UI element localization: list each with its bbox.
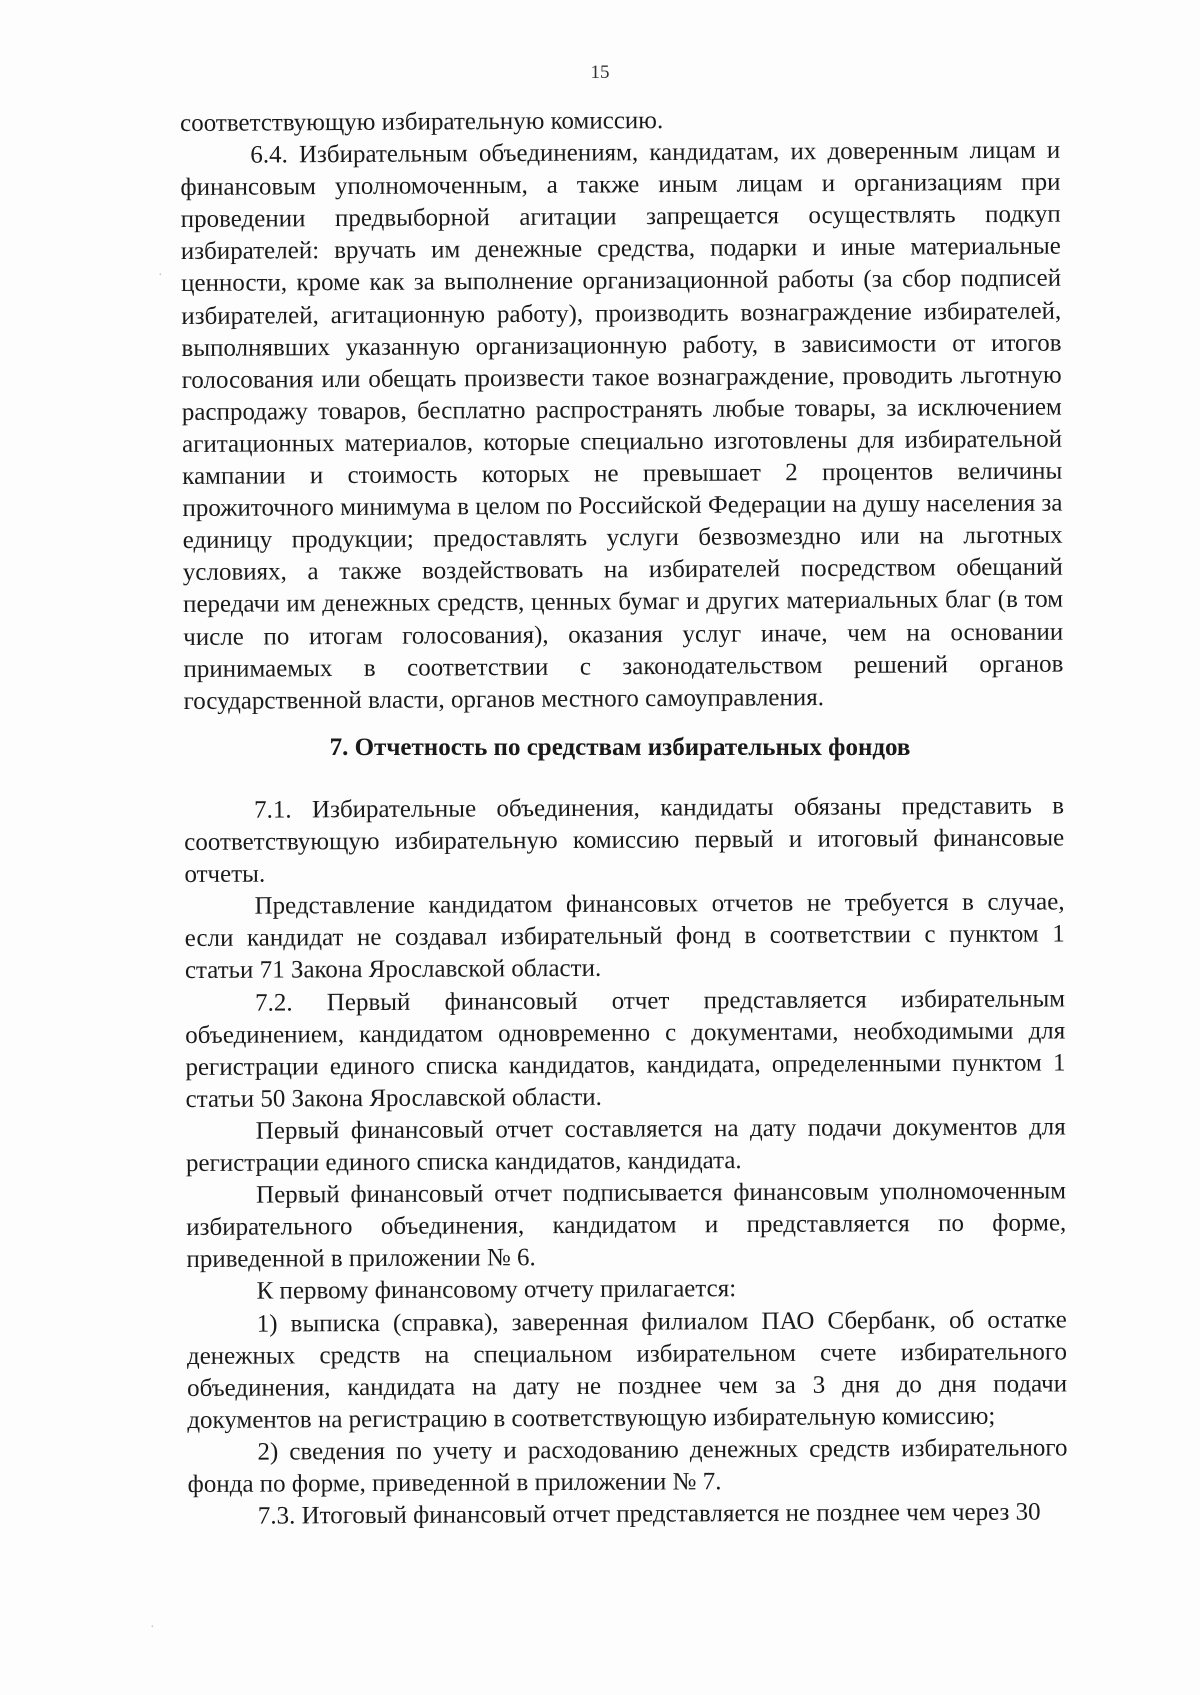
page-number: 15 bbox=[590, 62, 610, 83]
paragraph-7-2-signature: Первый финансовый отчет подписывается финансовым уполномоченным избирательного объединения, кандидатом и представляется по форме, приведенной в приложении № 6. bbox=[186, 1177, 1067, 1274]
opening-line: соответствующую избирательную комиссию. bbox=[180, 107, 664, 137]
attachment-item-1: 1) выписка (справка), заверенная филиалом ПАО Сбербанк, об остатке денежных средств на специальном избирательном счете избирательного объединения, кандидата на дату не позднее чем за 3 дня до дня подачи документов на регистрацию в соответствующую избирательную комиссию; bbox=[186, 1305, 1068, 1434]
section-7-heading: 7. Отчетность по средствам избирательных фондов bbox=[329, 734, 911, 761]
scan-mark: · bbox=[150, 1620, 155, 1635]
attachment-item-2: 2) сведения по учету и расходованию денежных средств избирательного фонда по форме, приведенной в приложении № 7. bbox=[187, 1434, 1068, 1498]
paragraph-7-1-note: Представление кандидатом финансовых отчетов не требуется в случае, если кандидат не создавал избирательный фонд в соответствии с пунктом 1 статьи 71 Закона Ярославской области. bbox=[184, 888, 1065, 985]
paragraph-7-3: 7.3. Итоговый финансовый отчет представляется не позднее чем через 30 bbox=[257, 1498, 1041, 1530]
paragraph-7-2: 7.2. Первый финансовый отчет представляется избирательным объединением, кандидатом одновременно с документами, необходимыми для регистрации единого списка кандидатов, кандидата, определенными пунктом 1 статьи 50 Закона Ярославской области. bbox=[185, 984, 1066, 1113]
paragraph-6-4: 6.4. Избирательным объединениям, кандидатам, их доверенным лицам и финансовым уполномоченным, а также иным лицам и организациям при проведении предвыборной агитации запрещается осуществлять подкуп избирателей: вручать им денежные средства, подарки и иные материальные ценности, кроме как за выполнение организационной работы (за сбор подписей избирателей, агитационную работу), производить вознаграждение избирателей, выполнявших указанную организационную работу, в зависимости от итогов голосования или обещать произвести такое вознаграждение, проводить льготную распродажу товаров, бесплатно распространять любые товары, за исключением агитационных материалов, которые специально изготовлены для избирательной кампании и стоимость которых не превышает 2 процентов величины прожиточного минимума в целом по Российской Федерации на душу населения за единицу продукции; предоставлять услуги безвозмездно или на льготных условиях, а также воздействовать на избирателей посредством обещаний передачи им денежных средств, ценных бумаг и других материальных благ (в том числе по итогам голосования), оказания услуг иначе, чем на основании принимаемых в соответствии с законодательством решений органов государственной власти, органов местного самоуправления. bbox=[180, 136, 1064, 715]
paragraph-7-1: 7.1. Избирательные объединения, кандидаты обязаны представить в соответствующую избирательную комиссию первый и итоговый финансовые отчеты. bbox=[184, 792, 1065, 889]
attachments-intro: К первому финансовому отчету прилагается: bbox=[256, 1275, 737, 1306]
section-6-continuation bbox=[180, 103, 1064, 718]
scan-mark: · bbox=[158, 268, 163, 283]
section-7-body bbox=[184, 790, 1068, 1533]
paragraph-7-2-date: Первый финансовый отчет составляется на дату подачи документов для регистрации единого списка кандидатов, кандидата. bbox=[185, 1113, 1066, 1178]
